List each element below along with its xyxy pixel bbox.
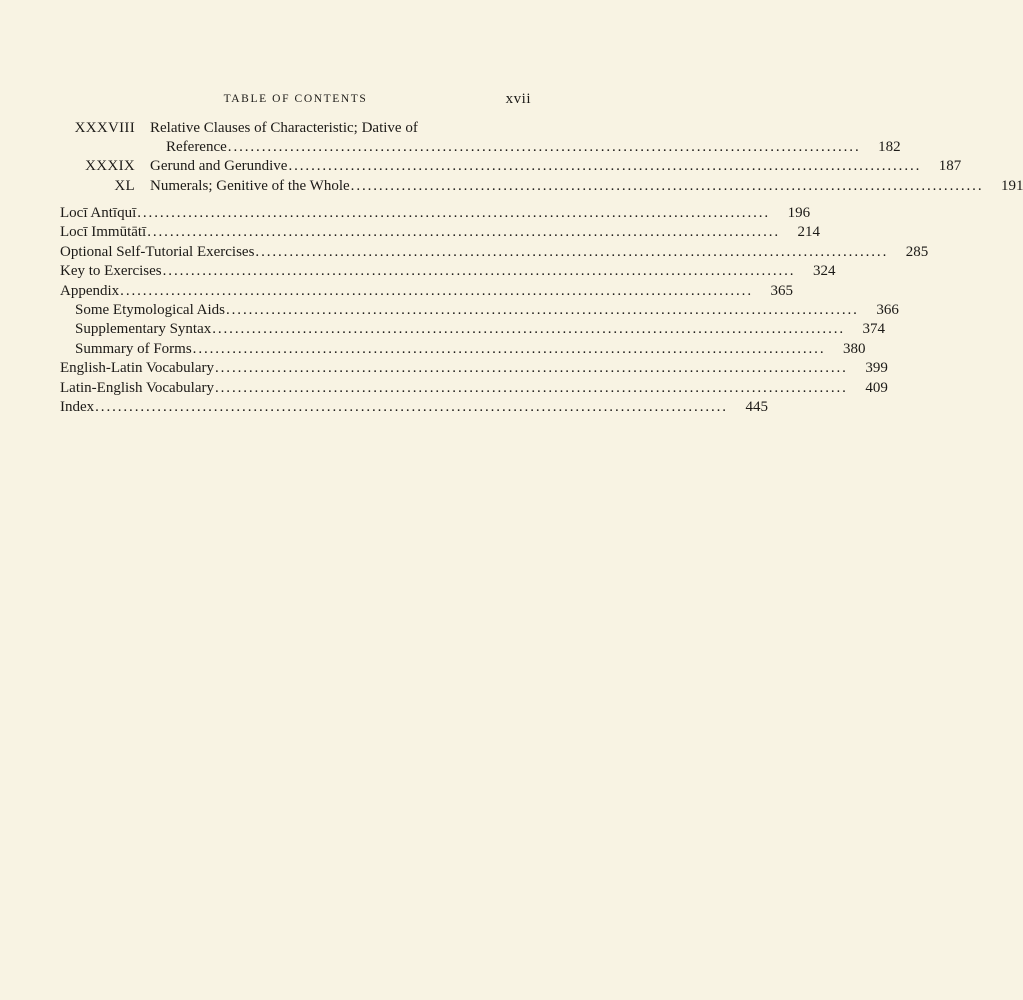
toc-entry-self-tutorial-exercises [60, 242, 929, 262]
entry-page: 409 [865, 380, 888, 396]
entry-page: 380 [842, 341, 866, 357]
dot-leader: ................................................................................................................ [162, 263, 796, 279]
dot-leader: ................................................................................................................ [226, 302, 859, 318]
dot-leader: ................................................................................................................ [120, 283, 753, 299]
toc-entry-lesson-38-continued [60, 137, 901, 157]
toc-entry-english-latin-vocabulary [60, 358, 888, 378]
dot-leader: ................................................................................................................ [215, 360, 848, 376]
toc-entry-supplementary-syntax [60, 319, 886, 339]
entry-page: 196 [787, 205, 811, 221]
entry-title: Summary of Forms [75, 341, 192, 357]
dot-leader: ................................................................................................................ [255, 244, 889, 260]
entry-page: 445 [745, 399, 768, 415]
dot-leader: ................................................................................................................ [288, 158, 922, 174]
entry-page: 187 [938, 158, 962, 174]
entry-page: 324 [812, 263, 836, 279]
entry-title: Locī Antīquī [60, 205, 137, 221]
dot-leader: ................................................................................................................ [227, 139, 861, 155]
toc-entry-latin-english-vocabulary [60, 378, 888, 398]
dot-leader: ................................................................................................................ [147, 224, 781, 240]
running-title: TABLE OF CONTENTS [223, 93, 368, 105]
running-header [60, 91, 531, 111]
entry-title: Gerund and Gerundive [150, 158, 288, 174]
dot-leader: ................................................................................................................ [95, 399, 728, 415]
dot-leader: ................................................................................................................ [137, 205, 771, 221]
toc-entry-summary-of-forms [60, 339, 866, 359]
entry-title: Optional Self-Tutorial Exercises [60, 244, 255, 260]
toc-entry-lesson-39 [60, 156, 962, 176]
dot-leader: ................................................................................................................ [212, 321, 846, 337]
page-number: xvii [505, 91, 531, 107]
entry-title: Relative Clauses of Characteristic; Dative of [150, 120, 418, 136]
entry-page: 182 [878, 139, 901, 155]
entry-title: Latin-English Vocabulary [60, 380, 214, 396]
dot-leader: ................................................................................................................ [350, 178, 984, 194]
entry-title-continued: Reference [166, 139, 227, 155]
entry-page: 285 [905, 244, 929, 260]
dot-leader: ................................................................................................................ [215, 380, 848, 396]
entry-title: Appendix [60, 283, 120, 299]
entry-title: Index [60, 399, 95, 415]
entry-page: 214 [797, 224, 821, 240]
entry-page: 399 [865, 360, 888, 376]
toc-entry-index [60, 397, 768, 417]
toc-entry-loci-immutati [60, 222, 821, 242]
toc-entry-appendix [60, 281, 793, 301]
toc-entry-key-to-exercises [60, 261, 836, 281]
lesson-numeral: XL [114, 178, 135, 194]
toc-entry-loci-antiqui [60, 203, 811, 223]
toc-entry-lesson-40 [60, 176, 1023, 196]
dot-leader: ................................................................................................................ [192, 341, 826, 357]
entry-title: Key to Exercises [60, 263, 162, 279]
entry-title: Numerals; Genitive of the Whole [150, 178, 350, 194]
lesson-numeral: XXXIX [85, 158, 135, 174]
entry-title: Some Etymological Aids [75, 302, 225, 318]
lesson-numeral: XXXVIII [74, 120, 135, 136]
toc-entry-etymological-aids [60, 300, 899, 320]
entry-page: 191 [1000, 178, 1023, 194]
entry-title: Supplementary Syntax [75, 321, 212, 337]
entry-title: Locī Immūtātī [60, 224, 147, 240]
entry-title: English-Latin Vocabulary [60, 360, 214, 376]
entry-page: 365 [770, 283, 793, 299]
entry-page: 366 [876, 302, 899, 318]
toc-entry-lesson-38 [60, 118, 531, 138]
entry-page: 374 [862, 321, 886, 337]
